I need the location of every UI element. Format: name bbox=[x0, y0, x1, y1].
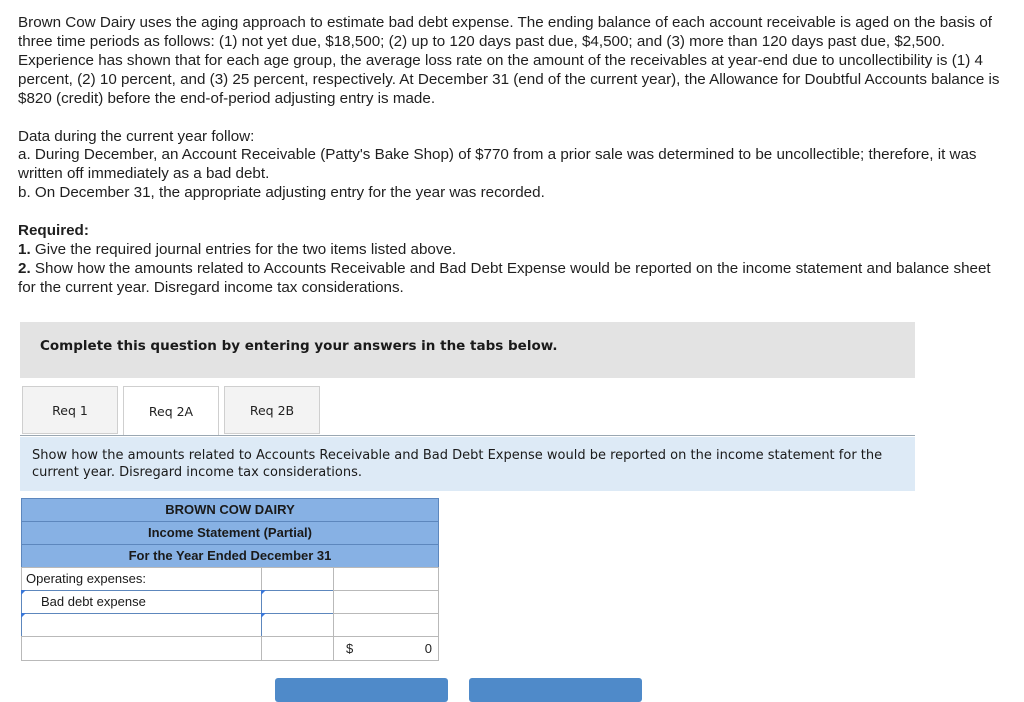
requirement-1-number: 1. bbox=[18, 241, 31, 259]
line-item-label-input[interactable] bbox=[21, 613, 262, 638]
data-item-b: b. On December 31, the appropriate adjusting entry for the year was recorded. bbox=[18, 184, 545, 202]
problem-statement bbox=[18, 14, 1008, 298]
empty-cell bbox=[261, 567, 334, 592]
required-heading: Required: bbox=[18, 222, 89, 240]
empty-cell bbox=[333, 590, 439, 615]
empty-cell bbox=[21, 636, 262, 661]
tab-req-1[interactable]: Req 1 bbox=[22, 386, 118, 434]
requirement-1 bbox=[18, 241, 1008, 260]
requirement-2-text: Show how the amounts related to Accounts Receivable and Bad Debt Expense would be reported on the income statement and balance sheet for the current year. Disregard income tax considerations. bbox=[18, 259, 991, 296]
line-item-label-input[interactable]: Bad debt expense bbox=[21, 590, 262, 615]
tab-req-2a[interactable]: Req 2A bbox=[123, 386, 219, 436]
data-intro: Data during the current year follow: bbox=[18, 127, 255, 145]
previous-tab-button[interactable] bbox=[275, 678, 448, 702]
next-tab-button[interactable] bbox=[469, 678, 642, 702]
statement-period-header: For the Year Ended December 31 bbox=[21, 544, 439, 568]
requirement-2-number: 2. bbox=[18, 259, 31, 277]
line-item-amount-input[interactable] bbox=[261, 590, 334, 615]
statement-title-header: Income Statement (Partial) bbox=[21, 521, 439, 545]
requirement-1-text: Give the required journal entries for the two items listed above. bbox=[30, 241, 457, 259]
table-row bbox=[21, 590, 439, 614]
table-row bbox=[21, 567, 439, 591]
empty-cell bbox=[333, 613, 439, 638]
data-item-a: a. During December, an Account Receivable (Patty's Bake Shop) of $770 from a prior sale was determined to be uncollectible; therefore, it was written off immediately as a bad debt. bbox=[18, 146, 977, 183]
total-cell bbox=[333, 636, 439, 661]
section-label: Operating expenses: bbox=[21, 567, 262, 592]
instruction-banner bbox=[20, 322, 915, 378]
empty-cell bbox=[333, 567, 439, 592]
tab-divider bbox=[20, 435, 915, 436]
income-statement-table bbox=[21, 498, 439, 660]
banner-text: Complete this question by entering your answers in the tabs below. bbox=[40, 338, 558, 354]
table-row bbox=[21, 613, 439, 637]
problem-paragraph: Brown Cow Dairy uses the aging approach to estimate bad debt expense. The ending balance of each account receivable is aged on the basis of three time periods as follows: (1) not yet due, $18,500; (2) up to 120 days past due, $4,500; and (3) more than 120 days past due, $2,500. Experience has shown that for each age group, the average loss rate on the amount of the receivables at year-end due to uncollectibility is (1) 4 percent, (2) 10 percent, and (3) 25 percent, respectively. At December 31 (end of the current year), the Allowance for Doubtful Accounts balance is $820 (credit) before the end-of-period adjusting entry is made. bbox=[18, 14, 1000, 107]
currency-symbol: $ bbox=[346, 641, 354, 656]
total-value: 0 bbox=[424, 641, 432, 656]
line-item-amount-input[interactable] bbox=[261, 613, 334, 638]
tab-req-2b[interactable]: Req 2B bbox=[224, 386, 320, 434]
empty-cell bbox=[261, 636, 334, 661]
company-name-header: BROWN COW DAIRY bbox=[21, 498, 439, 522]
table-row bbox=[21, 636, 439, 660]
requirement-2 bbox=[18, 260, 1008, 298]
tab-instructions: Show how the amounts related to Accounts Receivable and Bad Debt Expense would be reported on the income statement for the current year. Disregard income tax considerations. bbox=[20, 437, 915, 491]
